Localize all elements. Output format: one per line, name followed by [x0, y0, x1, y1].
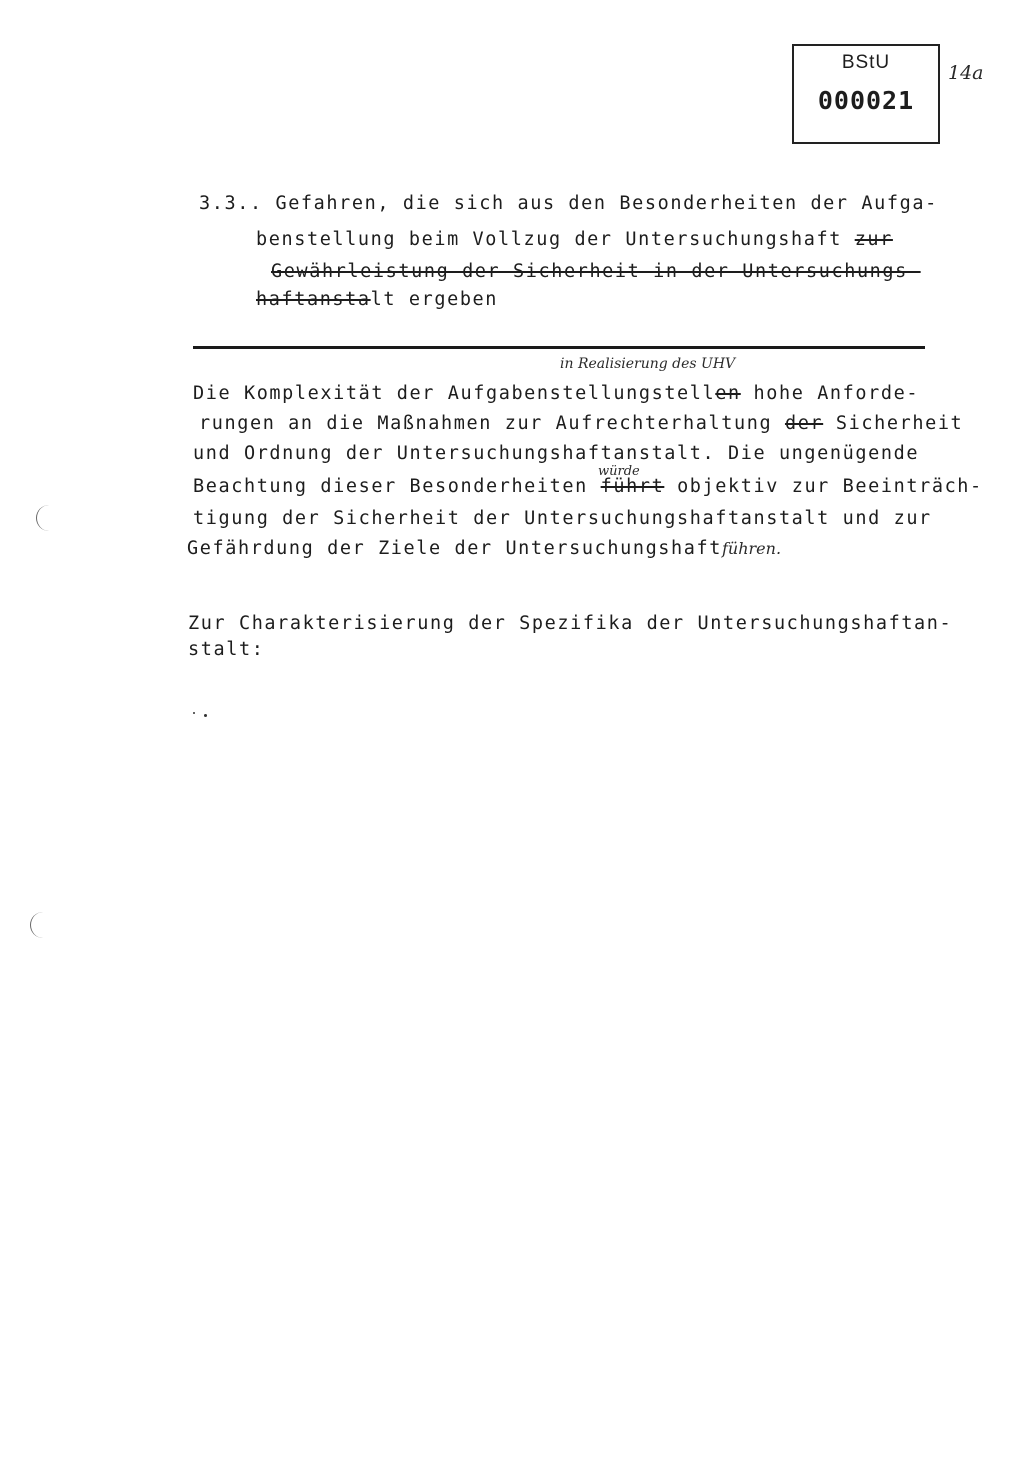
- heading-text-4: lt ergeben: [370, 289, 499, 310]
- struck-en: en: [715, 383, 741, 404]
- para1-line-5: tigung der Sicherheit der Untersuchungshaftanstalt und zur: [193, 508, 932, 529]
- para1-line6-part-a: Gefährdung der Ziele der Untersuchungshaft: [187, 538, 722, 559]
- para2-line-2: stalt:: [188, 639, 265, 660]
- struck-fuehrt: führt: [600, 476, 665, 497]
- para1-line4-part-a: Beachtung dieser Besonderheiten: [193, 476, 601, 497]
- para1-line-1: [193, 383, 919, 404]
- para1-line4-part-b: objektiv zur Beeinträch-: [664, 476, 983, 497]
- punch-hole-mark: [30, 912, 47, 938]
- struck-der: der: [784, 413, 824, 434]
- para1-line-3: und Ordnung der Untersuchungshaftanstalt. Die ungenügende: [193, 443, 920, 464]
- heading-number: 3.3..: [199, 193, 263, 214]
- para1-line-2: [199, 413, 963, 434]
- para1-line1-part-c: hohe Anforde-: [740, 383, 920, 404]
- para2-line-1: Zur Charakterisierung der Spezifika der Untersuchungshaftan-: [188, 613, 953, 634]
- handwritten-insertion: in Realisierung des UHV: [560, 356, 736, 372]
- para1-line-4: [193, 476, 983, 497]
- archive-stamp: [792, 44, 940, 144]
- handwritten-fuehren: führen.: [722, 539, 782, 558]
- heading-text-1: Gefahren, die sich aus den Besonderheiten der Aufga-: [275, 193, 938, 214]
- struck-haftansta: haftansta: [256, 289, 371, 310]
- para1-line1-part-b: stell: [651, 383, 716, 404]
- para1-line1-part-a: Die Komplexität der Aufgabenstellung: [193, 383, 652, 404]
- heading-line-2: [256, 229, 893, 250]
- scan-dot: [193, 712, 195, 714]
- para1-line-6: [187, 538, 781, 559]
- heading-line-3-struck: Gewährleistung der Sicherheit in der Untersuchungs-: [271, 261, 921, 282]
- section-rule: [193, 346, 925, 349]
- stamp-label: BStU: [841, 52, 891, 73]
- heading-text-2: benstellung beim Vollzug der Untersuchungshaft: [256, 229, 855, 250]
- punch-hole-mark: [36, 505, 53, 531]
- handwritten-wuerde: würde: [598, 464, 640, 479]
- handwritten-page-number: 14a: [948, 62, 984, 84]
- para1-line2-part-b: Sicherheit: [823, 413, 964, 434]
- stamp-number: 000021: [817, 86, 915, 115]
- struck-word-zur: zur: [854, 229, 893, 250]
- heading-line-1: [199, 193, 938, 214]
- para1-line2-part-a: rungen an die Maßnahmen zur Aufrechterhaltung: [199, 413, 785, 434]
- scan-dot: [204, 714, 207, 717]
- heading-line-4: [256, 289, 498, 310]
